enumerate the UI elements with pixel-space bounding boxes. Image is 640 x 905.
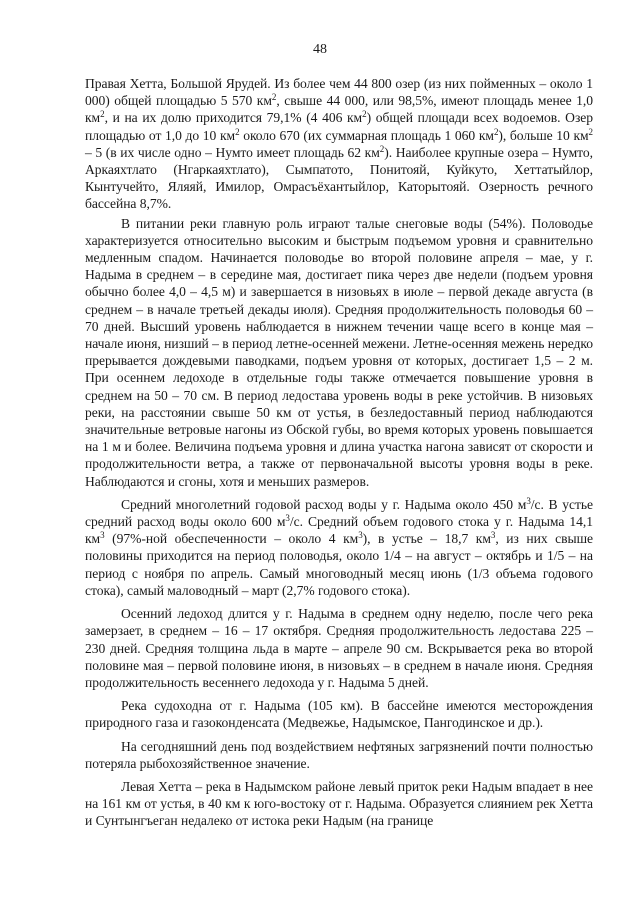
text-run: ). Наиболее крупные озера – Нумто, Аркаяхтлато (Нгаркаяхтлато), Сымпатото, Понитояй, Куйкуто, Хеттатыйлор, Кынтучейто, Яляяй, Имилор, Омрасъёхантыйлор, Каторытояй. Озерность речного бассейна 8,7%.	[85, 144, 593, 212]
text-run: /с. В устье средний расход воды около 600 м	[85, 496, 593, 530]
text-run: – 5 (в их числе одно – Нумто имеет площадь 62 км	[85, 144, 380, 160]
paragraph-water-discharge	[85, 496, 593, 599]
paragraph-lakes	[85, 75, 593, 213]
text-run: , свыше 44 000, или 98,5%, имеют площадь менее 1,0 км	[85, 93, 593, 126]
text-run: Правая Хетта, Большой Ярудей. Из более чем 44 800 озер (из них пойменных – около 1 000) общей площадью 5 570 км	[85, 76, 593, 109]
text-run: Левая Хетта – река в Надымском районе левый приток реки Надым впадает в нее на 161 км от устья, в 40 км к юго-востоку от г. Надыма. Образуется слиянием рек Хетта и Сунтынгъеган недалеко от истока реки Надым (на границе	[85, 778, 593, 829]
text-run: (97%-ной обеспеченности – около 4 км	[104, 531, 359, 547]
text-run: Средний многолетний годовой расход воды у г. Надыма около 450 м	[121, 496, 527, 512]
superscript-exponent: 2	[235, 126, 240, 137]
text-run: ), больше 10 км	[498, 127, 589, 143]
superscript-exponent: 3	[100, 530, 105, 541]
text-run: , и на их долю приходится 79,1% (4 406 км	[104, 110, 363, 126]
text-run: В питании реки главную роль играют талые снеговые воды (54%). Половодье характеризуется относительно высоким и быстрым подъемом уровня и сравнительно медленным спадом. Начинается половодье во второй половине апреля – мае, у г. Надыма в среднем – в середине мая, достигает пика через две недели (подъем уровня обычно более 4,0 – 4,5 м) и завершается в низовьях в июле – первой декаде августа (в среднем – в начале третьей декады июля). Средняя продолжительность половодья 60 – 70 дней. Высший уровень наблюдается в нижнем течении чаще всего в конце мая – начале июня, низший – в период летне-осенней межени. Летне-осенняя межень нередко прерывается дождевыми паводками, подъем уровня от которых, достигает 1,5 – 2 м. При осеннем ледоходе в отдельные годы также отмечается повышение уровня в среднем на 50 – 70 см. В период ледостава уровень воды в реке устойчив. В низовьях реки, на расстоянии свыше 50 км от устья, в безледоставный период наблюдаются значительные ветровые нагоны из Обской губы, во время которых уровень повышается на 1 м и более. Величина подъема уровня и длина участка нагона зависят от скорости и продолжительности ветра, а также от первоначальной высоты уровня воды в реке. Наблюдаются и сгоны, хотя и меньших размеров.	[85, 215, 593, 489]
paragraph-pollution	[85, 738, 593, 772]
page-number: 48	[313, 42, 327, 57]
paragraph-ice-regime	[85, 605, 593, 691]
superscript-exponent: 3	[285, 513, 290, 524]
text-run: На сегодняшний день под воздействием нефтяных загрязнений почти полностью потеряла рыбохозяйственное значение.	[85, 738, 593, 771]
text-run: Река судоходна от г. Надыма (105 км). В бассейне имеются месторождения природного газа и газоконденсата (Медвежье, Надымское, Пангодинское и др.).	[85, 698, 593, 731]
paragraph-levaya-khetta	[85, 778, 593, 830]
text-run: Осенний ледоход длится у г. Надыма в среднем одну неделю, после чего река замерзает, в среднем – 16 – 17 октября. Средняя продолжительность ледостава 225 – 230 дней. Средняя толщина льда в марте – апреле 90 см. Вскрывается река во второй половине мая – первой половине июня, в низовьях – в среднем в начале июня. Средняя продолжительность весеннего ледохода у г. Надыма 5 дней.	[85, 606, 593, 690]
superscript-exponent: 2	[588, 126, 593, 137]
superscript-exponent: 2	[493, 126, 499, 137]
superscript-exponent: 3	[490, 530, 496, 541]
superscript-exponent: 3	[358, 530, 363, 541]
text-run: около 670 (их суммарная площадь 1 060 км	[239, 127, 494, 143]
body-text	[85, 75, 593, 830]
superscript-exponent: 3	[526, 495, 531, 506]
text-run: , из них свыше половины приходится на период половодья, около 1/4 – на август – октябрь и 1/5 – на период с ноября по апрель. Самый многоводный месяц июнь (1/3 объема годового стока), самый маловодный – март (2,7% годового стока).	[85, 531, 593, 598]
superscript-exponent: 2	[271, 92, 277, 103]
superscript-exponent: 2	[379, 143, 385, 154]
text-run: ) общей площади всех водоемов. Озер площадью от 1,0 до 10 км	[85, 110, 594, 143]
text-run: ), в устье – 18,7 км	[362, 531, 491, 547]
superscript-exponent: 2	[362, 109, 367, 120]
paragraph-navigation	[85, 697, 593, 731]
text-run: /с. Средний объем годового стока у г. Надыма 14,1 км	[85, 514, 594, 547]
superscript-exponent: 2	[100, 109, 105, 120]
paragraph-water-regime	[85, 215, 593, 490]
